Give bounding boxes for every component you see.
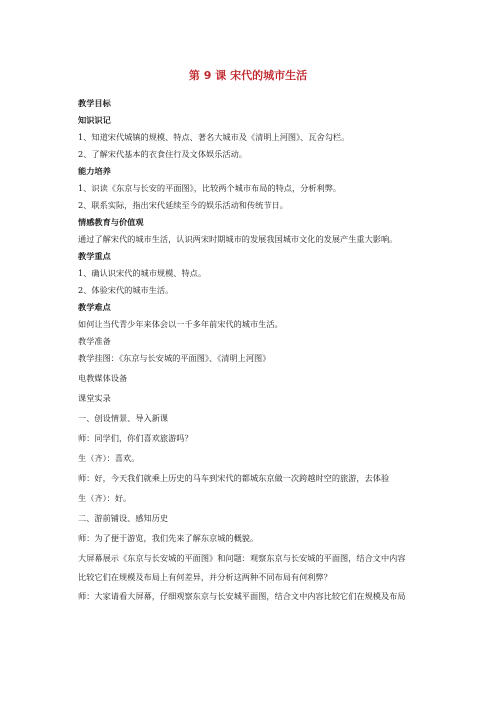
body-line: 教学挂图：《东京与长安城的平面图》、《清明上河图》 (78, 353, 271, 363)
body-line: 1、知道宋代城镇的规模、特点、著名大城市及《清明上河图》、瓦舍勾栏。 (78, 132, 350, 142)
body-line: 师：好，今天我们就乘上历史的马车到宋代的都城东京做一次跨越时空的旅游，去体验 (78, 473, 390, 483)
lesson-title: 第 9 课 宋代的城市生活 (188, 69, 308, 82)
body-line: 课堂实录 (78, 393, 111, 403)
body-line: 生（齐）：好。 (78, 493, 132, 503)
heading-key-points: 教学重点 (78, 251, 111, 261)
heading-knowledge: 知识识记 (78, 115, 111, 125)
body-line: 1、确认识宋代的城市规模、特点。 (78, 268, 207, 278)
heading-teaching-goals: 教学目标 (78, 98, 111, 108)
body-line: 二、游前铺设、感知历史 (78, 513, 169, 523)
body-line: 教学准备 (78, 336, 111, 346)
body-line: 比较它们在规模及布局上有何差异，并分析这两种不同布局有何利弊？ (78, 572, 332, 582)
body-line: 生（齐）：喜欢。 (78, 453, 140, 463)
body-line: 2、体验宋代的城市生活。 (78, 285, 174, 295)
heading-values: 情感教育与价值观 (78, 217, 144, 227)
body-line: 师：同学们，你们喜欢旅游吗？ (78, 433, 193, 443)
heading-difficulties: 教学难点 (78, 302, 111, 312)
body-line: 电教媒体设备 (78, 373, 128, 383)
body-line: 师：大家请看大屏幕，仔细观察东京与长安城平面图，结合文中内容比较它们在规模及布局 (78, 591, 406, 601)
body-line: 如何让当代青少年来体会以一千多年前宋代的城市生活。 (78, 319, 283, 329)
body-line: 大屏幕展示《东京与长安城的平面图》和问题：观察东京与长安城的平面图，结合文中内容 (78, 553, 406, 563)
heading-ability: 能力培养 (78, 166, 111, 176)
body-line: 2、联系实际，指出宋代延续至今的娱乐活动和传统节日。 (78, 200, 288, 210)
body-line: 通过了解宋代的城市生活，认识两宋时期城市的发展我国城市文化的发展产生重大影响。 (78, 234, 398, 244)
body-line: 一、创设情景、导入新课 (78, 413, 169, 423)
body-line: 2、了解宋代基本的衣食住行及文体娱乐活动。 (78, 149, 247, 159)
body-line: 师：为了便于游览，我们先来了解东京城的概貌。 (78, 533, 259, 543)
body-line: 1、识读《东京与长安的平面图》，比较两个城市布局的特点，分析利弊。 (78, 183, 342, 193)
